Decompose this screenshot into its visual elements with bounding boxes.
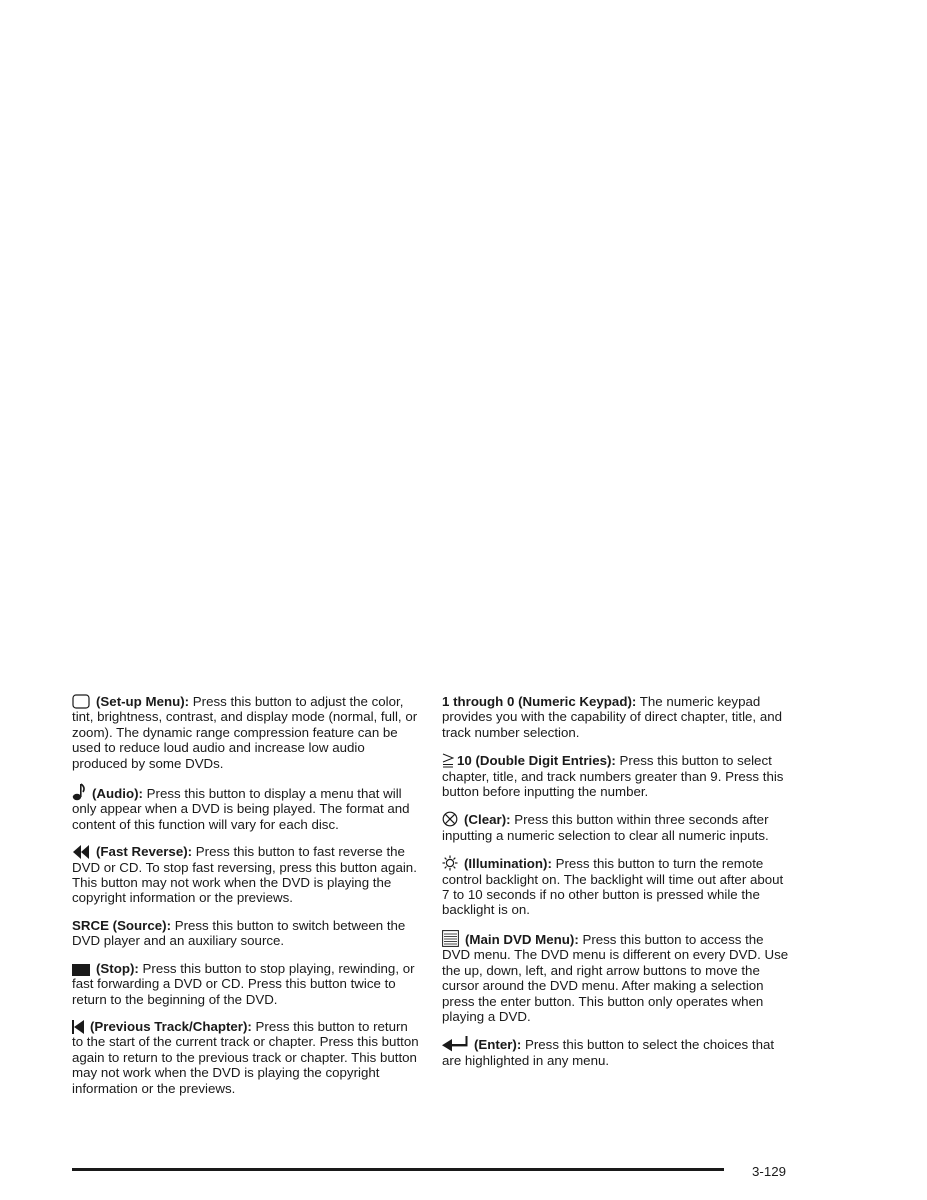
entry-term: (Stop): [96, 960, 139, 976]
entry-term: (Audio): [92, 786, 143, 802]
audio-note-icon [72, 783, 86, 801]
entry-text: Press this button to fast reverse the DVD or CD. To stop fast reversing, press this button again. This button may not work when the DVD is playing the copyright information or the previews. [72, 844, 417, 906]
entry-stop [72, 961, 422, 1007]
entry-text: Press this button to adjust the color, tint, brightness, contrast, and display mode (normal, full, or zoom). The dynamic range compression feature can be used to reduce loud audio and increase low audio produced by some DVDs. [72, 694, 418, 771]
entry-text: Press this button to switch between the DVD player and an auxiliary source. [72, 917, 406, 949]
left-column [72, 694, 422, 1108]
right-column [442, 694, 794, 1080]
setup-menu-icon [72, 694, 90, 709]
footer-rule [72, 1168, 724, 1171]
entry-enter [442, 1036, 794, 1068]
entry-text: Press this button to display a menu that will only appear when a DVD is being played. The format and content of this function will vary for each disc. [72, 786, 410, 832]
illumination-icon [442, 855, 458, 871]
entry-term: 1 through 0 (Numeric Keypad): [442, 694, 637, 709]
entry-previous-track [72, 1019, 422, 1096]
page-number: 3-129 [752, 1164, 787, 1179]
entry-term: (Fast Reverse): [96, 844, 193, 860]
entry-text: The numeric keypad provides you with the capability of direct chapter, title, and track number selection. [442, 694, 782, 740]
entry-numeric-keypad [442, 694, 794, 740]
entry-term: (Previous Track/Chapter): [90, 1018, 252, 1034]
entry-clear [442, 811, 794, 843]
entry-illumination [442, 855, 794, 918]
stop-icon [72, 964, 90, 976]
entry-text: Press this button to access the DVD menu. The DVD menu is different on every DVD. Use the up, down, left, and right arrow buttons to move the cursor around the DVD menu. After making a selection press the enter button. This button only operates when playing a DVD. [442, 931, 789, 1024]
clear-icon [442, 811, 458, 827]
entry-term: (Set-up Menu): [96, 694, 190, 709]
fast-reverse-icon [72, 845, 90, 859]
entry-fast-reverse [72, 844, 422, 906]
entry-text: Press this button to select chapter, title, and track numbers greater than 9. Press this button before inputting the number. [442, 753, 784, 800]
entry-audio [72, 783, 422, 832]
entry-text: Press this button to return to the start of the current track or chapter. Press this button again to return to the previous track or chapter. This button may not work when the DVD is playing the copyright information or the previews. [72, 1018, 419, 1096]
entry-term: (Clear): [464, 812, 511, 828]
previous-track-icon [72, 1020, 84, 1034]
entry-double-digit [442, 752, 794, 799]
main-dvd-menu-icon [442, 930, 459, 947]
entry-term: SRCE (Source): [72, 917, 171, 933]
entry-term: 10 (Double Digit Entries): [457, 753, 616, 769]
entry-setup-menu [72, 694, 422, 771]
double-digit-icon [442, 752, 454, 768]
entry-term: (Illumination): [464, 856, 552, 872]
entry-text: Press this button to select the choices that are highlighted in any menu. [442, 1037, 775, 1068]
entry-term: (Main DVD Menu): [465, 931, 579, 947]
entry-main-dvd-menu [442, 930, 794, 1024]
entry-source [72, 918, 422, 949]
entry-text: Press this button to stop playing, rewinding, or fast forwarding a DVD or CD. Press this button twice to return to the beginning of the DVD. [72, 960, 415, 1007]
entry-term: (Enter): [474, 1037, 522, 1053]
entry-text: Press this button to turn the remote control backlight on. The backlight will time out after about 7 to 10 seconds if no other button is pressed while the backlight is on. [442, 856, 784, 918]
entry-text: Press this button within three seconds after inputting a numeric selection to clear all numeric inputs. [442, 812, 769, 843]
enter-icon [442, 1036, 468, 1052]
